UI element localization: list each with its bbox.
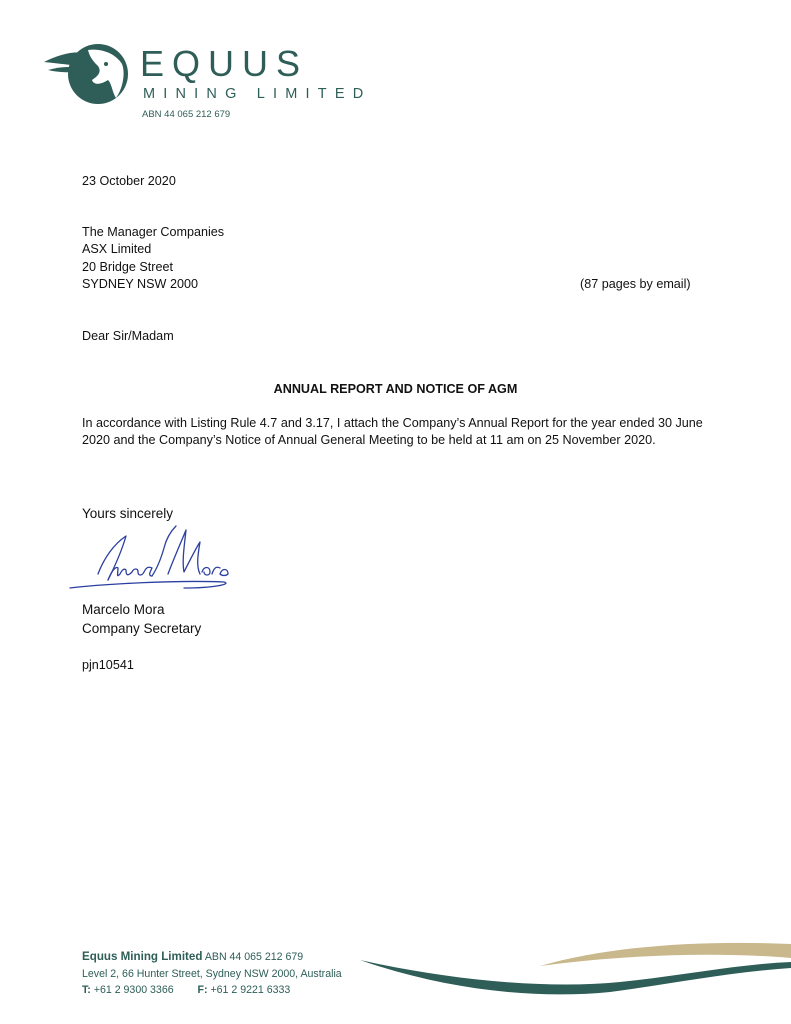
recipient-line: 20 Bridge Street xyxy=(82,259,174,274)
signer-name: Marcelo Mora xyxy=(82,602,165,617)
company-logo-subtitle: MINING LIMITED xyxy=(143,86,372,102)
salutation: Dear Sir/Madam xyxy=(82,329,174,343)
recipient-line: SYDNEY NSW 2000 xyxy=(82,277,198,292)
recipient-address xyxy=(82,224,224,294)
letter-date: 23 October 2020 xyxy=(82,174,176,188)
footer-contact xyxy=(82,982,342,999)
footer-abn: ABN 44 065 212 679 xyxy=(204,951,304,963)
letter-subject: ANNUAL REPORT AND NOTICE OF AGM xyxy=(273,382,518,396)
company-logo-name: EQUUS xyxy=(140,43,309,84)
signer-title: Company Secretary xyxy=(82,621,202,636)
footer xyxy=(82,949,342,999)
phone-label: T: xyxy=(82,984,91,996)
horse-head-logo-icon xyxy=(42,40,134,106)
letterhead-abn: ABN 44 065 212 679 xyxy=(142,109,231,120)
fax-label: F: xyxy=(197,984,208,996)
signer-block xyxy=(82,600,201,638)
delivery-note: (87 pages by email) xyxy=(580,277,691,291)
footer-address: Level 2, 66 Hunter Street, Sydney NSW 2000, Australia xyxy=(82,967,342,980)
recipient-line: ASX Limited xyxy=(82,242,152,257)
handwritten-signature xyxy=(64,518,234,600)
phone-number: +61 2 9300 3366 xyxy=(93,984,174,996)
footer-company: Equus Mining Limited xyxy=(82,950,203,963)
fax-number: +61 2 9221 6333 xyxy=(210,984,291,996)
reference-code: pjn10541 xyxy=(82,658,134,672)
recipient-line: The Manager Companies xyxy=(82,225,225,239)
closing: Yours sincerely xyxy=(82,506,174,521)
footer-company-line xyxy=(82,949,342,966)
footer-swoosh-graphic xyxy=(360,938,791,1000)
letter-body-paragraph: In accordance with Listing Rule 4.7 and 3.17, I attach the Company’s Annual Report for the year ended 30 June 2020 and the Company’s Notice of Annual General Meeting to be held at 11 am on 25 November 2020. xyxy=(82,416,703,448)
